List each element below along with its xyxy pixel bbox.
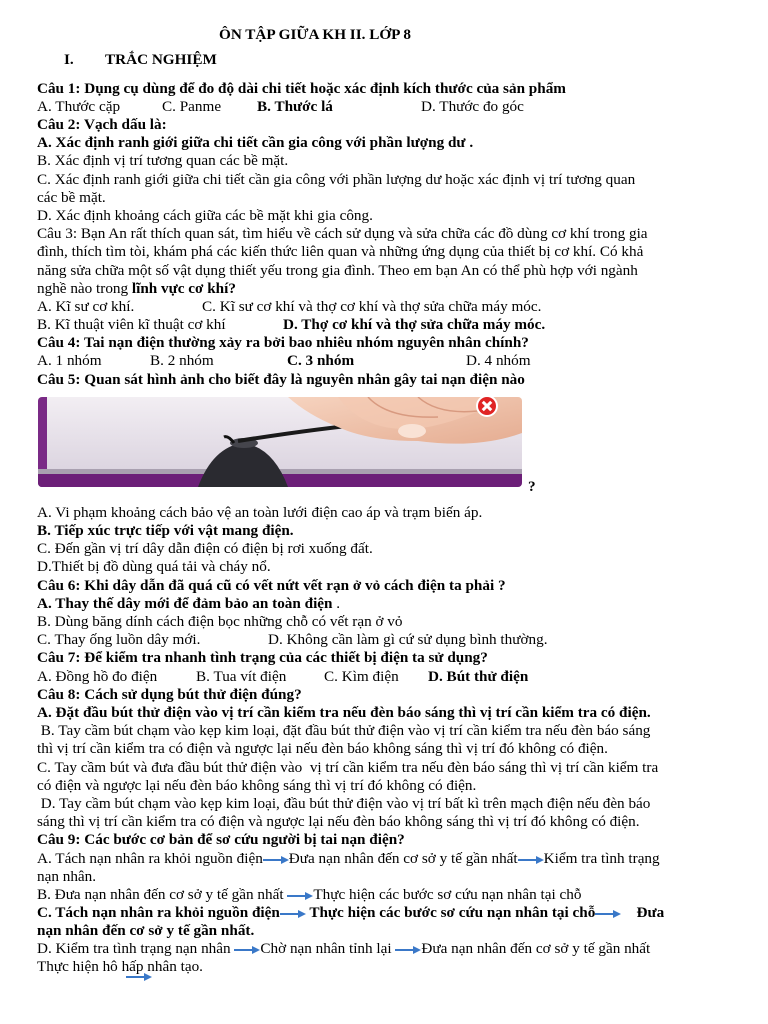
q9-c-step1: C. Tách nạn nhân ra khỏi nguồn điện <box>37 904 280 921</box>
right-arrow-icon <box>234 945 260 955</box>
page-title: ÔN TẬP GIỮA KH II. LỚP 8 <box>219 26 411 43</box>
q1-option-b: B. Thước lá <box>257 98 333 115</box>
q9-a-step3: Kiểm tra tình trạng <box>543 850 660 867</box>
q9-option-c <box>37 904 750 922</box>
right-arrow-icon <box>595 909 621 919</box>
q8-option-d: D. Tay cầm bút chạm vào kẹp kim loại, đầu bút thử điện vào vị trí bất kì trên mạch điện nếu đèn báo <box>37 795 651 812</box>
q3-stem-text: nghề nào trong <box>37 280 132 297</box>
q8-option-c: C. Tay cầm bút và đưa đầu bút thử điện vào vị trí cần kiểm tra nếu đèn báo sáng thì vị trí cần kiểm tra <box>37 759 659 776</box>
q2-stem: Câu 2: Vạch dấu là: <box>37 116 167 133</box>
q8-option-b-cont: thì vị trí cần kiểm tra có điện và ngược lại nếu đèn báo không sáng thì vị trí đó không có điện. <box>37 740 608 757</box>
section-title: TRẮC NGHIỆM <box>105 51 217 68</box>
q5-option-c: C. Đến gần vị trí dây dẫn điện có điện bị rơi xuống đất. <box>37 540 373 557</box>
q8-stem: Câu 8: Cách sử dụng bút thử điện đúng? <box>37 686 302 703</box>
q9-d-step2: Chờ nạn nhân tỉnh lại <box>260 940 392 957</box>
q5-option-b: B. Tiếp xúc trực tiếp với vật mang điện. <box>37 522 294 539</box>
q4-option-c: C. 3 nhóm <box>287 352 355 369</box>
q5-stem: Câu 5: Quan sát hình ảnh cho biết đây là nguyên nhân gây tai nạn điện nào <box>37 371 525 388</box>
q1-stem: Câu 1: Dụng cụ dùng để đo độ dài chi tiết hoặc xác định kích thước của sản phẩm <box>37 80 566 97</box>
q9-option-c-cont: nạn nhân đến cơ sở y tế gần nhất. <box>37 922 255 939</box>
q6-option-a-line <box>37 595 750 613</box>
q7-option-d: D. Bút thử điện <box>428 668 529 685</box>
q9-d-step1: D. Kiểm tra tình trạng nạn nhân <box>37 940 231 957</box>
q6-option-c: C. Thay ống luồn dây mới. <box>37 631 201 648</box>
q8-option-d-cont: sáng thì vị trí cần kiểm tra có điện và ngược lại nếu đèn báo không sáng thì vị trí đó không có điện. <box>37 813 640 830</box>
q4-option-b: B. 2 nhóm <box>150 352 214 369</box>
q6-option-b: B. Dùng băng dính cách điện bọc những chỗ có vết rạn ở vỏ <box>37 613 403 630</box>
right-arrow-icon <box>287 891 313 901</box>
q9-stem <box>37 831 750 849</box>
q3-option-b: B. Kĩ thuật viên kĩ thuật cơ khí <box>37 316 226 333</box>
q9-c-step3: Đưa <box>636 904 665 921</box>
q2-option-b: B. Xác định vị trí tương quan các bề mặt. <box>37 152 289 169</box>
q9-a-step1: A. Tách nạn nhân ra khỏi nguồn điện <box>37 850 263 867</box>
q3-option-a: A. Kĩ sư cơ khí. <box>37 298 135 315</box>
q8-option-a: A. Đặt đầu bút thử điện vào vị trí cần kiểm tra nếu đèn báo sáng thì vị trí cần kiểm tra có điện. <box>37 704 651 721</box>
q2-option-a: A. Xác định ranh giới giữa chi tiết cần gia công với phần lượng dư . <box>37 134 474 151</box>
q5-hand-touching-wire-image <box>38 397 522 487</box>
q3-option-c: C. Kĩ sư cơ khí và thợ cơ khí và thợ sửa chữa máy móc. <box>202 298 542 315</box>
q2-option-c: C. Xác định ranh giới giữa chi tiết cần gia công với phần lượng dư hoặc xác định vị trí tương quan <box>37 171 636 188</box>
q5-option-d: D.Thiết bị đồ dùng quá tải và cháy nổ. <box>37 558 271 575</box>
q9-option-a <box>37 850 750 868</box>
q5-option-a: A. Vi phạm khoảng cách bảo vệ an toàn lưới điện cao áp và trạm biến áp. <box>37 504 483 521</box>
q7-option-b: B. Tua vít điện <box>196 668 287 685</box>
q3-stem-line4 <box>37 280 750 298</box>
q3-stem-emphasis: lĩnh vực cơ khí? <box>131 280 236 297</box>
q7-option-c: C. Kìm điện <box>324 668 399 685</box>
q9-option-d-cont: Thực hiện hô hấp nhân tạo. <box>37 958 203 975</box>
q3-option-d: D. Thợ cơ khí và thợ sửa chữa máy móc. <box>283 316 546 333</box>
q9-b-step1: B. Đưa nạn nhân đến cơ sở y tế gần nhất <box>37 886 284 903</box>
q9-option-a-cont: nạn nhân. <box>37 868 97 885</box>
q9-a-step2: Đưa nạn nhân đến cơ sở y tế gần nhất <box>288 850 518 867</box>
q6-stem: Câu 6: Khi dây dẫn đã quá cũ có vết nứt vết rạn ở vỏ cách điện ta phải ? <box>37 577 506 594</box>
q3-stem-line3: năng sửa chữa một số vật dụng thiết yếu trong gia đình. Theo em bạn An có thể phù hợp với ngành <box>37 262 638 279</box>
right-arrow-icon <box>280 909 306 919</box>
q4-stem: Câu 4: Tai nạn điện thường xảy ra bởi bao nhiêu nhóm nguyên nhân chính? <box>37 334 529 351</box>
q9-c-step2: Thực hiện các bước sơ cứu nạn nhân tại chỗ <box>309 904 596 921</box>
q9-b-step2: Thực hiện các bước sơ cứu nạn nhân tại chỗ <box>313 886 582 903</box>
q4-option-d: D. 4 nhóm <box>466 352 531 369</box>
right-arrow-icon <box>518 855 544 865</box>
q5-question-mark: ? <box>528 478 536 495</box>
right-arrow-icon <box>263 855 289 865</box>
q4-option-a: A. 1 nhóm <box>37 352 102 369</box>
q8-option-c-cont: có điện và ngược lại nếu đèn báo không sáng thì vị trí đó không có điện. <box>37 777 477 794</box>
q6-option-d: D. Không cần làm gì cứ sử dụng bình thường. <box>268 631 548 648</box>
right-arrow-icon <box>126 972 152 982</box>
q6-option-a: A. Thay thế dây mới để đảm bảo an toàn điện <box>37 595 333 612</box>
q9-option-d <box>37 940 750 958</box>
q9-stem-text: : Các bước cơ bản để sơ cứu người bị tai nạn điện? <box>75 831 405 848</box>
q1-option-c: C. Panme <box>162 98 222 115</box>
q3-stem-line2: đình, thích tìm tòi, khám phá các kiến thức liên quan và những ứng dụng của thiết bị cơ khí. Có khả <box>37 243 644 260</box>
right-arrow-icon <box>395 945 421 955</box>
q2-option-c-cont: các bề mặt. <box>37 189 106 206</box>
q9-d-step3: Đưa nạn nhân đến cơ sở y tế gần nhất <box>421 940 651 957</box>
q1-option-a: A. Thước cặp <box>37 98 121 115</box>
q6-option-a-tail: . <box>332 595 341 612</box>
section-number: I. <box>64 51 74 68</box>
q3-stem-line1: Câu 3: Bạn An rất thích quan sát, tìm hiểu về cách sử dụng và sửa chữa các đồ dùng cơ khí trong gia <box>37 225 648 242</box>
q1-option-d: D. Thước đo góc <box>421 98 524 115</box>
q9-option-b <box>37 886 750 904</box>
q7-option-a: A. Đồng hồ đo điện <box>37 668 158 685</box>
q7-stem: Câu 7: Để kiểm tra nhanh tình trạng của các thiết bị điện ta sử dụng? <box>37 649 488 666</box>
q9-stem-label: Câu 9 <box>37 831 76 848</box>
q8-option-b: B. Tay cầm bút chạm vào kẹp kim loại, đặt đầu bút thử điện vào vị trí cần kiểm tra nếu đèn báo sáng <box>37 722 651 739</box>
q2-option-d: D. Xác định khoảng cách giữa các bề mặt khi gia công. <box>37 207 373 224</box>
